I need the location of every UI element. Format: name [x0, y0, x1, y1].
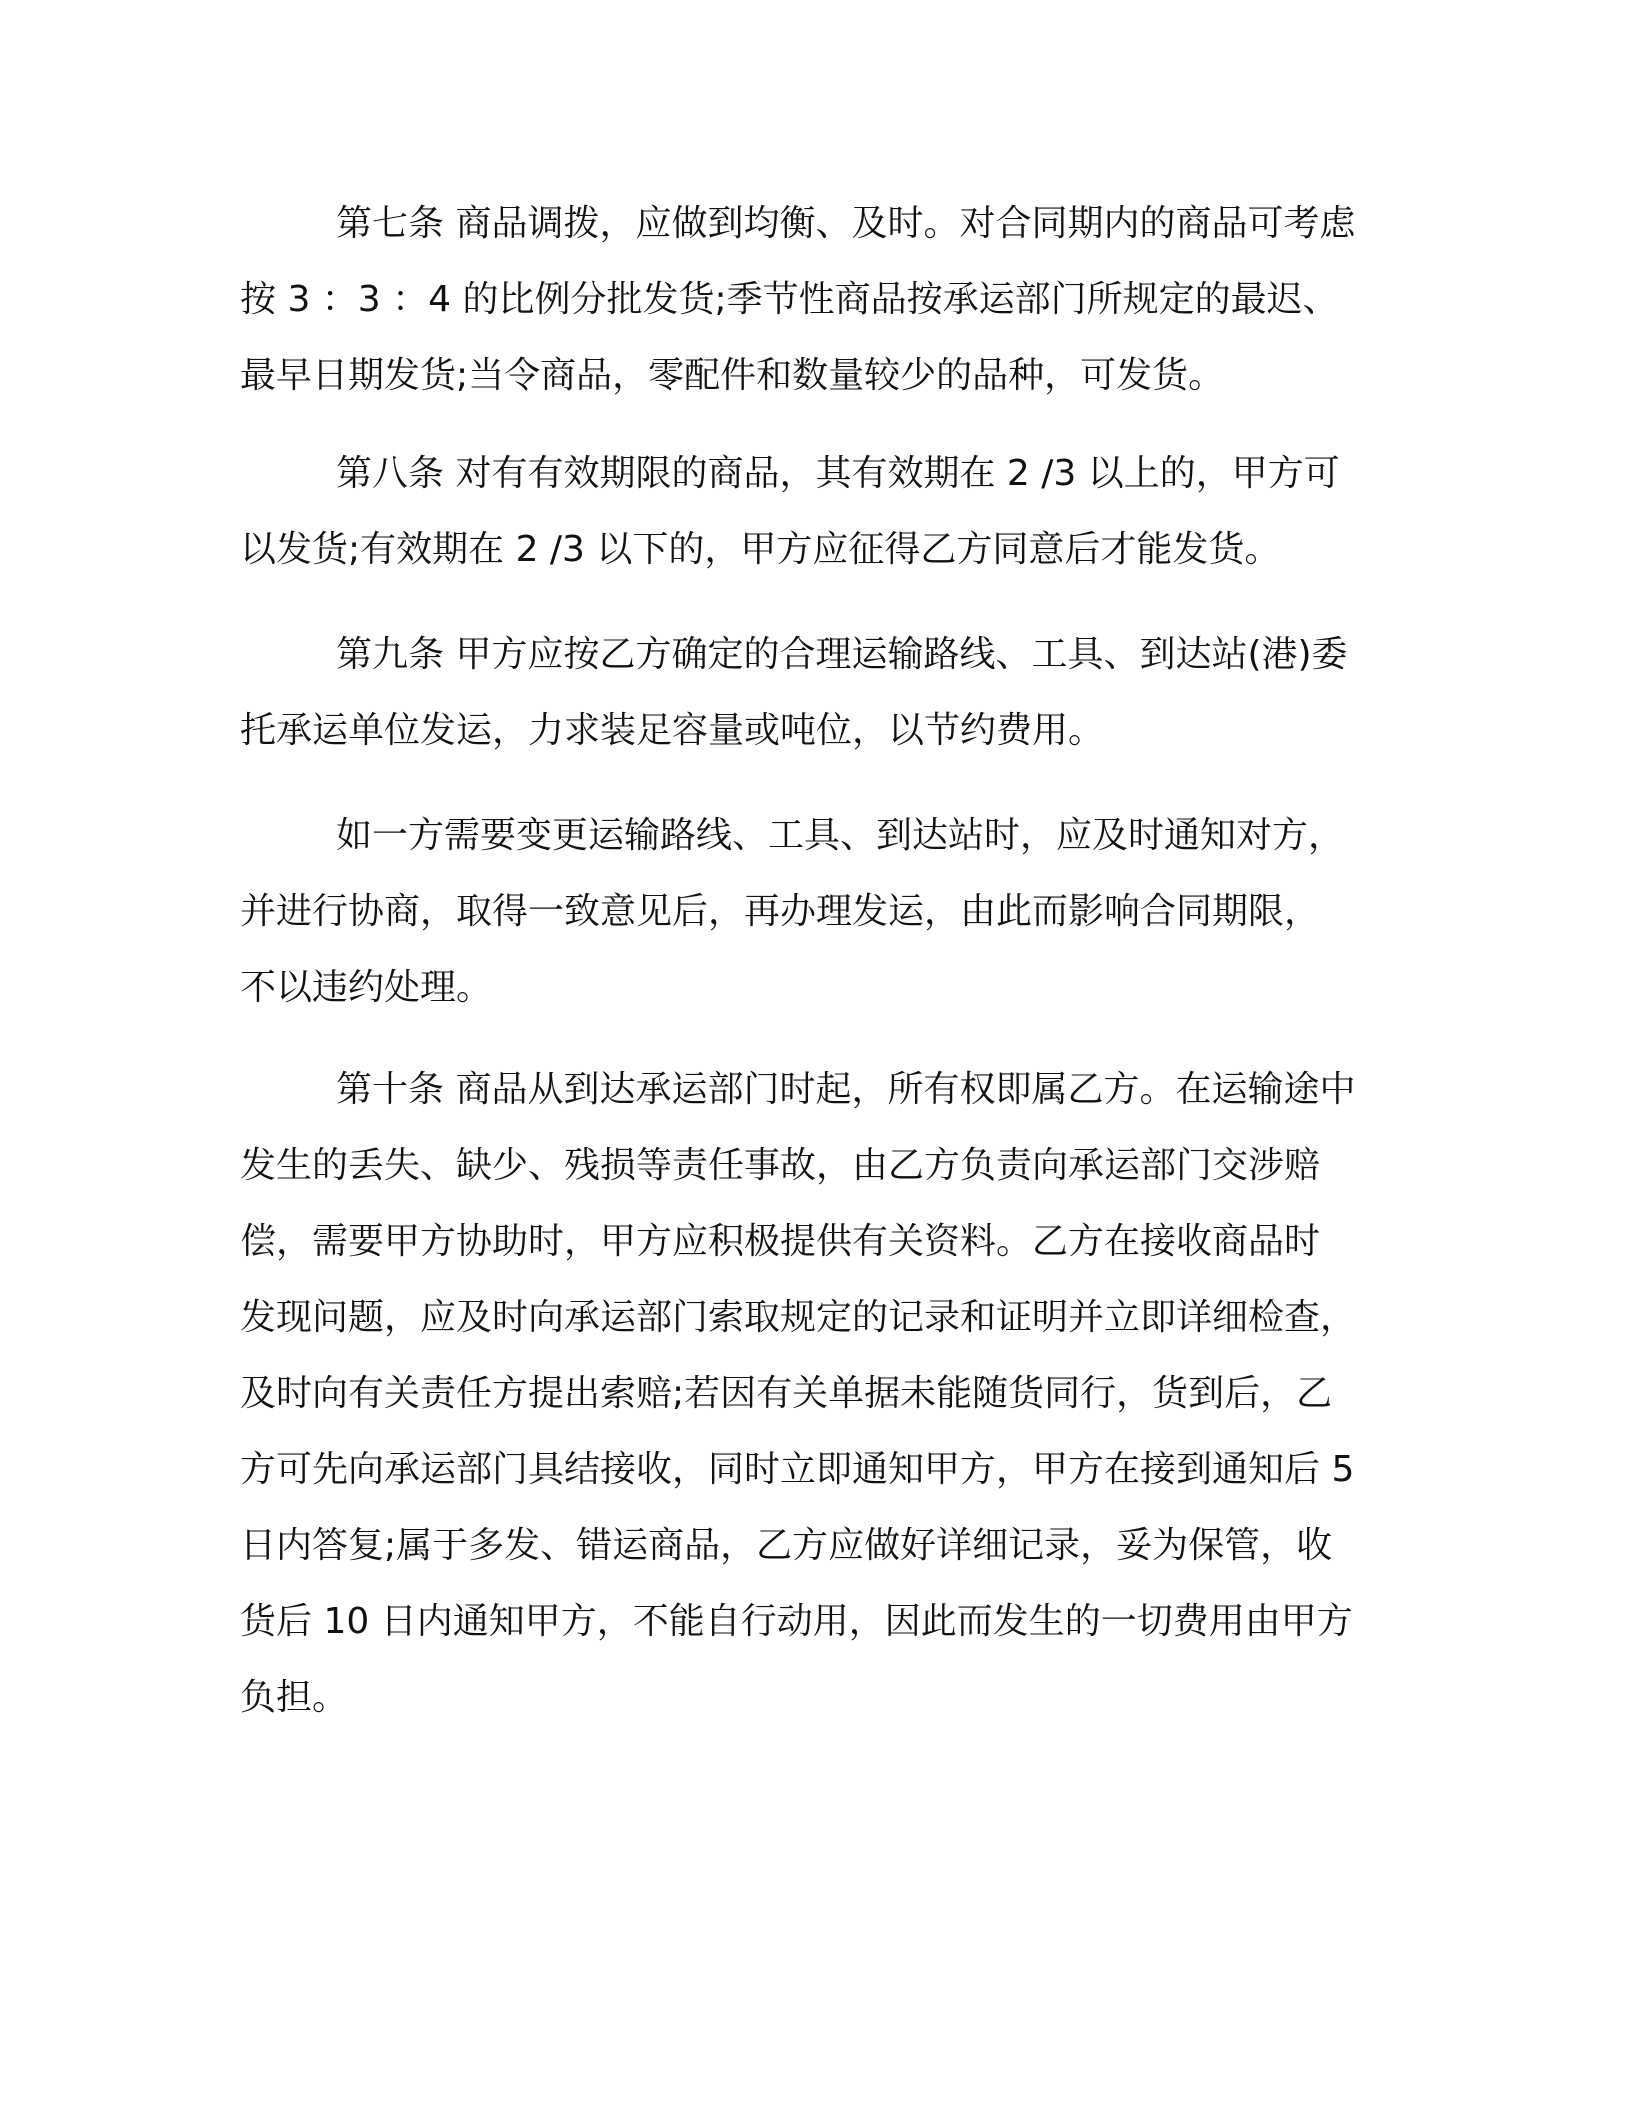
- text-line: 第八条 对有有效期限的商品，其有效期在 2 /3 以上的，甲方可: [336, 453, 1340, 494]
- text-line: 以发货;有效期在 2 /3 以下的，甲方应征得乙方同意后才能发货。: [240, 529, 1281, 570]
- text-line: 最早日期发货;当令商品，零配件和数量较少的品种，可发货。: [240, 355, 1225, 396]
- paragraph-article-9: [240, 617, 1400, 769]
- text-line: 方可先向承运部门具结接收，同时立即通知甲方，甲方在接到通知后 5: [240, 1449, 1355, 1490]
- text-line: 发现问题，应及时向承运部门索取规定的记录和证明并立即详细检查，: [240, 1297, 1357, 1338]
- text-line: 第七条 商品调拨，应做到均衡、及时。对合同期内的商品可考虑: [336, 203, 1356, 244]
- text-line: 及时向有关责任方提出索赔;若因有关单据未能随货同行，货到后，乙: [240, 1373, 1333, 1414]
- text-line: 不以违约处理。: [240, 967, 493, 1008]
- text-line: 货后 10 日内通知甲方，不能自行动用，因此而发生的一切费用由甲方: [240, 1601, 1353, 1642]
- text-line: 日内答复;属于多发、错运商品，乙方应做好详细记录，妥为保管，收: [240, 1525, 1333, 1566]
- paragraph-article-8: [240, 436, 1400, 588]
- text-line: 如一方需要变更运输路线、工具、到达站时，应及时通知对方，: [336, 815, 1345, 856]
- text-line: 发生的丢失、缺少、残损等责任事故，由乙方负责向承运部门交涉赔: [240, 1145, 1321, 1186]
- text-line: 并进行协商，取得一致意见后，再办理发运，由此而影响合同期限，: [240, 891, 1321, 932]
- text-line: 负担。: [240, 1677, 349, 1718]
- text-line: 第九条 甲方应按乙方确定的合理运输路线、工具、到达站(港)委: [336, 634, 1348, 675]
- paragraph-article-7: [240, 186, 1400, 414]
- paragraph-article-10: [240, 1052, 1400, 1736]
- paragraph-article-9-note: [240, 798, 1400, 1026]
- text-line: 偿，需要甲方协助时，甲方应积极提供有关资料。乙方在接收商品时: [240, 1221, 1321, 1262]
- text-line: 按 3 ：3 ：4 的比例分批发货;季节性商品按承运部门所规定的最迟、: [240, 279, 1339, 320]
- text-line: 第十条 商品从到达承运部门时起，所有权即属乙方。在运输途中: [336, 1069, 1356, 1110]
- text-line: 托承运单位发运，力求装足容量或吨位，以节约费用。: [240, 710, 1105, 751]
